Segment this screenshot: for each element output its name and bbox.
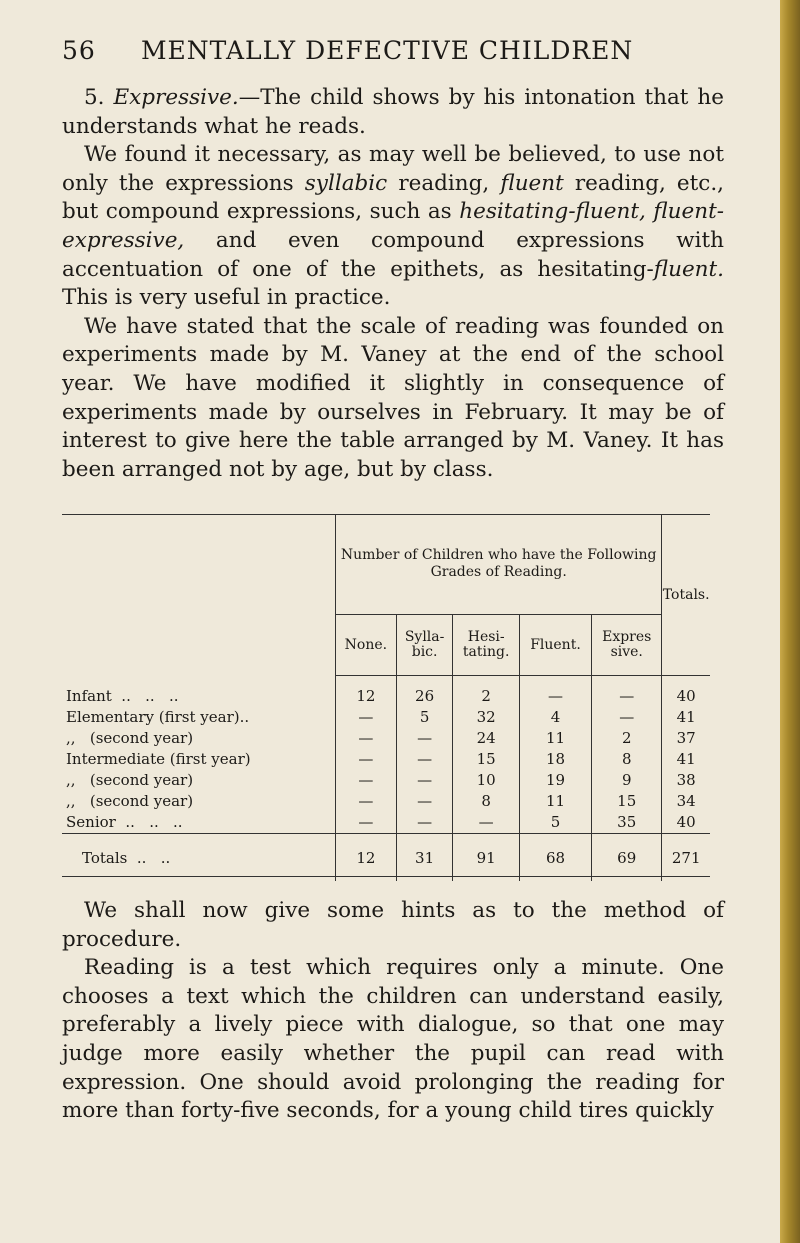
text-run: We found it necessary, as may well be believed, to use not only the expressions bbox=[62, 142, 724, 196]
group-header: Number of Children who have the Following Grades of Reading. bbox=[336, 514, 662, 615]
column-header bbox=[396, 615, 453, 676]
table-cell: — bbox=[417, 792, 433, 810]
table-cell: 2 bbox=[481, 687, 491, 705]
text-run: syllabic bbox=[304, 170, 388, 196]
table-cell: — bbox=[417, 729, 433, 747]
table-cell: 26 bbox=[415, 687, 435, 705]
table-cell: — bbox=[358, 750, 374, 768]
text-before-table bbox=[62, 84, 724, 484]
column-header-line: Hesi- bbox=[467, 629, 505, 645]
totals-label: Totals .. .. bbox=[62, 834, 336, 882]
row-label: Senior .. .. .. bbox=[66, 812, 183, 831]
text-run: —The child shows by his intonation that he understands what he reads. bbox=[62, 85, 724, 139]
column-header bbox=[519, 615, 591, 676]
p-hints bbox=[62, 897, 724, 954]
table-cell: — bbox=[417, 771, 433, 789]
text-run: Expressive. bbox=[113, 85, 239, 110]
row-total: 40 bbox=[676, 813, 696, 831]
table-cell: 2 bbox=[621, 729, 632, 747]
column-values bbox=[453, 676, 519, 834]
totals-header: Totals. bbox=[662, 514, 710, 676]
column-header-line: tating. bbox=[462, 644, 510, 660]
text-run: This is very useful in practice. bbox=[62, 285, 391, 311]
column-total: 69 bbox=[592, 834, 662, 882]
table-cell: 15 bbox=[476, 750, 496, 768]
row-label: Infant .. .. .. bbox=[66, 686, 179, 705]
row-total: 37 bbox=[676, 729, 696, 747]
row-total: 41 bbox=[676, 750, 696, 768]
text-run: reading, bbox=[387, 170, 501, 196]
text-after-table bbox=[62, 897, 724, 1126]
gilt-page-edge bbox=[780, 0, 800, 1243]
page-number: 56 bbox=[62, 36, 96, 65]
row-label: Elementary (first year).. bbox=[66, 707, 250, 726]
table-cell: 4 bbox=[550, 708, 561, 726]
table-cell: — bbox=[417, 813, 433, 831]
column-values bbox=[519, 676, 591, 834]
column-header bbox=[453, 615, 519, 676]
table-cell: 8 bbox=[481, 792, 491, 810]
table-cell: 18 bbox=[545, 750, 566, 768]
column-values bbox=[592, 676, 662, 834]
text-run: reading, etc., but compound expressions, such as bbox=[62, 170, 724, 225]
table-cell: 5 bbox=[550, 813, 561, 831]
page-header bbox=[62, 36, 722, 65]
column-header bbox=[336, 615, 397, 676]
table-cell: 11 bbox=[545, 729, 566, 747]
table-cell: 5 bbox=[419, 708, 430, 726]
row-labels bbox=[62, 676, 336, 834]
row-label: Intermediate (first year) bbox=[66, 749, 251, 768]
grand-total: 271 bbox=[662, 834, 710, 882]
column-values bbox=[396, 676, 453, 834]
p-reading bbox=[62, 954, 724, 1126]
column-header-line: bic. bbox=[411, 644, 438, 660]
row-label: ,, (second year) bbox=[66, 770, 194, 789]
column-header-line: sive. bbox=[610, 644, 643, 660]
p-compound bbox=[62, 141, 724, 313]
table-cell: — bbox=[417, 750, 433, 768]
row-total: 41 bbox=[676, 708, 696, 726]
running-head: MENTALLY DEFECTIVE CHILDREN bbox=[140, 36, 634, 65]
table-cell: — bbox=[358, 708, 374, 726]
row-label: ,, (second year) bbox=[66, 728, 194, 747]
table-cell: — bbox=[547, 687, 563, 705]
row-total: 34 bbox=[676, 792, 696, 810]
column-total: 12 bbox=[336, 834, 397, 882]
table-cell: — bbox=[619, 687, 635, 705]
row-total: 40 bbox=[676, 687, 696, 705]
text-run: and even compound expressions with accentuation of one of the epithets, as hesitating- bbox=[62, 227, 724, 282]
table-cell: — bbox=[619, 708, 635, 726]
table-cell: 8 bbox=[621, 750, 632, 768]
reading-grades-table bbox=[62, 514, 710, 875]
table-cell: — bbox=[358, 813, 374, 831]
text-run: We shall now give some hints as to the method of procedure. bbox=[62, 898, 724, 952]
text-run: 5. bbox=[84, 85, 114, 110]
text-run: hesitating-fluent, fluent-expressive, bbox=[62, 199, 724, 253]
table-cell: 32 bbox=[476, 708, 496, 726]
column-total: 91 bbox=[453, 834, 519, 882]
table-cell: — bbox=[358, 792, 374, 810]
column-total: 31 bbox=[396, 834, 453, 882]
text-run: fluent. bbox=[653, 256, 724, 282]
column-header bbox=[592, 615, 662, 676]
table-cell: 11 bbox=[545, 792, 566, 810]
text-run: We have stated that the scale of reading was founded on experiments made by M. Vaney at the end of the school year. We have modified it slightly in consequence of experiments made by ourselves in February. It may be of interest to give here the table arranged by M. Vaney. It has been arranged not by age, but by class. bbox=[62, 313, 724, 482]
column-header-line: Fluent. bbox=[530, 636, 581, 653]
table-cell: 19 bbox=[545, 771, 566, 789]
table-cell: — bbox=[478, 813, 494, 831]
p-scale bbox=[62, 313, 724, 485]
text-run: Reading is a test which requires only a minute. One chooses a text which the children can understand easily, preferably a lively piece with dialogue, so that one may judge more easily whether the pupil can read with expression. One should avoid prolonging the reading for more than forty-five seconds, for a young child tires quickly bbox=[62, 955, 724, 1124]
column-values bbox=[336, 676, 397, 834]
column-header-line: None. bbox=[344, 636, 388, 653]
row-total: 38 bbox=[676, 771, 696, 789]
table-cell: 15 bbox=[617, 792, 637, 810]
table-cell: — bbox=[358, 771, 374, 789]
row-label: ,, (second year) bbox=[66, 791, 194, 810]
column-header-line: Sylla- bbox=[404, 629, 445, 645]
p-expressive bbox=[62, 84, 724, 141]
table-cell: 24 bbox=[476, 729, 496, 747]
table-cell: 9 bbox=[621, 771, 632, 789]
table-cell: — bbox=[358, 729, 374, 747]
text-run: fluent bbox=[500, 170, 564, 196]
column-total: 68 bbox=[519, 834, 591, 882]
table-cell: 10 bbox=[476, 771, 496, 789]
table-stub-header bbox=[62, 514, 336, 676]
table-cell: 12 bbox=[356, 687, 376, 705]
column-header-line: Expres bbox=[602, 629, 652, 645]
row-totals bbox=[662, 676, 710, 834]
table-cell: 35 bbox=[617, 813, 637, 831]
